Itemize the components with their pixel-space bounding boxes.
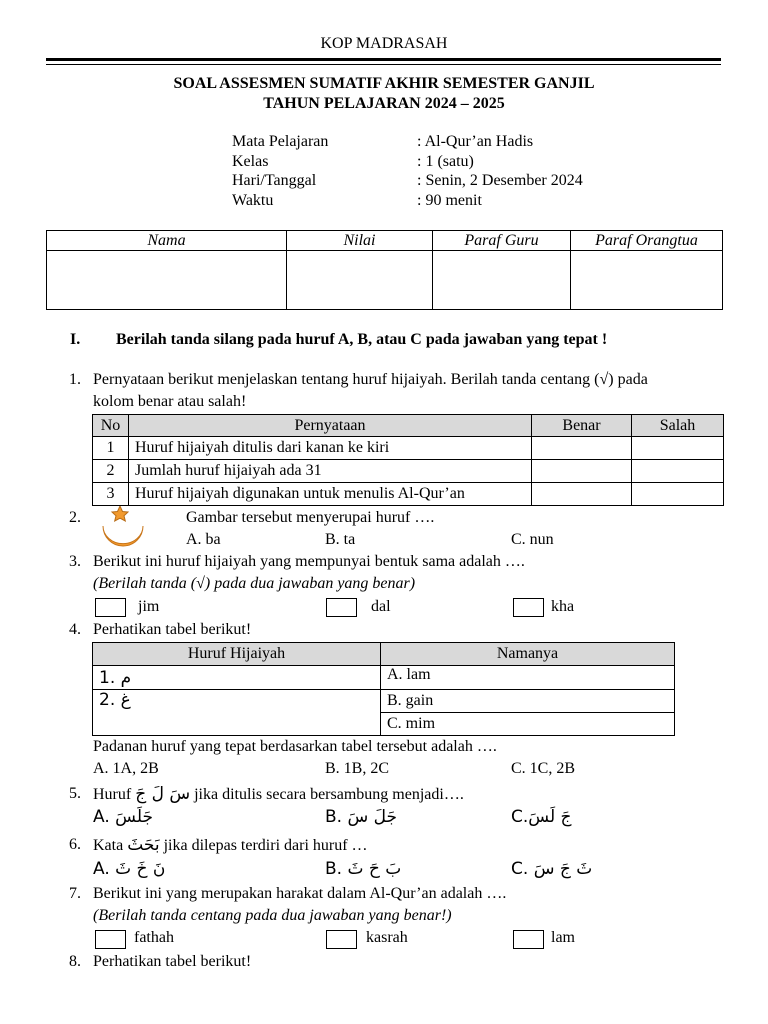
false-cell[interactable] <box>632 437 724 460</box>
q1-header: Benar <box>532 415 632 437</box>
q3-checkbox-dal[interactable] <box>326 598 357 617</box>
q7-option: kasrah <box>366 929 408 946</box>
q4-table <box>92 642 675 736</box>
info-value: : 1 (satu) <box>417 153 474 170</box>
q6-option-a[interactable]: A. نَ خَ ثَ <box>93 859 166 879</box>
header-rule-thick <box>46 58 721 61</box>
q1-table <box>92 414 724 506</box>
identity-header: Nilai <box>287 231 433 251</box>
statement: Jumlah huruf hijaiyah ada 31 <box>129 460 532 483</box>
name-cell: C. mim <box>381 713 675 736</box>
q3-option: kha <box>551 598 575 615</box>
q6-text <box>93 835 368 856</box>
section-instruction: Berilah tanda silang pada huruf A, B, atau C pada jawaban yang tepat ! <box>116 331 608 348</box>
q6-option-c[interactable]: C. ثَ جَ سَ <box>511 859 593 879</box>
star-shape <box>112 506 128 521</box>
kop-madrasah: KOP MADRASAH <box>320 35 448 52</box>
true-cell[interactable] <box>532 437 632 460</box>
q3-checkbox-jim[interactable] <box>95 598 126 617</box>
q4-text: Perhatikan tabel berikut! <box>93 621 252 638</box>
info-label: Kelas <box>232 153 269 170</box>
q1-header: Salah <box>632 415 724 437</box>
false-cell[interactable] <box>632 483 724 506</box>
name-cell: B. gain <box>381 690 675 713</box>
statement: Huruf hijaiyah digunakan untuk menulis Al-Qur’an <box>129 483 532 506</box>
info-value: : Al-Qur’an Hadis <box>417 133 534 150</box>
q4-option-b[interactable]: B. 1B, 2C <box>325 760 390 777</box>
q2-option-a[interactable]: A. ba <box>186 531 221 548</box>
teacher-sign-cell[interactable] <box>433 251 571 310</box>
q5-number: 5. <box>69 785 81 802</box>
crescent-shape <box>103 526 143 546</box>
q5-option-a[interactable]: A. جَلَسَ <box>93 807 153 827</box>
true-cell[interactable] <box>532 460 632 483</box>
q3-option: jim <box>138 598 160 615</box>
q4-header: Huruf Hijaiyah <box>93 643 381 666</box>
q1-header: Pernyataan <box>129 415 532 437</box>
q4-option-c[interactable]: C. 1C, 2B <box>511 760 576 777</box>
q2-option-c[interactable]: C. nun <box>511 531 554 548</box>
q6-option-b[interactable]: B. بَ حَ ثَ <box>325 859 402 879</box>
info-label: Mata Pelajaran <box>232 133 329 150</box>
q1-number: 1. <box>69 371 81 388</box>
q1-text: Pernyataan berikut menjelaskan tentang huruf hijaiyah. Berilah tanda centang (√) pada <box>93 371 648 388</box>
table-row <box>93 483 724 506</box>
parent-sign-cell[interactable] <box>571 251 723 310</box>
row-number: 3 <box>93 483 129 506</box>
identity-table <box>46 230 723 310</box>
q7-checkbox-fathah[interactable] <box>95 930 126 949</box>
q2-text: Gambar tersebut menyerupai huruf …. <box>186 509 435 526</box>
header-rule-thin <box>46 64 721 65</box>
q7-number: 7. <box>69 885 81 902</box>
q6-post: jika dilepas terdiri dari huruf … <box>163 837 368 854</box>
q5-pre: Huruf <box>93 786 132 803</box>
q3-text: Berikut ini huruf hijaiyah yang mempunyai bentuk sama adalah …. <box>93 553 525 570</box>
q4-number: 4. <box>69 621 81 638</box>
q5-option-c[interactable]: C.جَ لَسَ <box>511 807 572 827</box>
identity-header: Paraf Orangtua <box>571 231 723 251</box>
q7-checkbox-lam[interactable] <box>513 930 544 949</box>
q6-pre: Kata <box>93 837 124 854</box>
info-value: : 90 menit <box>417 192 482 209</box>
q7-text: Berikut ini yang merupakan harakat dalam Al-Qur’an adalah …. <box>93 885 507 902</box>
identity-header: Paraf Guru <box>433 231 571 251</box>
q3-checkbox-kha[interactable] <box>513 598 544 617</box>
name-cell: A. lam <box>381 666 675 690</box>
q3-number: 3. <box>69 553 81 570</box>
q7-option: lam <box>551 929 575 946</box>
q7-option: fathah <box>134 929 174 946</box>
statement: Huruf hijaiyah ditulis dari kanan ke kiri <box>129 437 532 460</box>
letter-cell: 1. م <box>93 666 381 690</box>
q5-arabic: سَ لَ جَ <box>135 784 191 804</box>
q3-option: dal <box>371 598 391 615</box>
q8-text: Perhatikan tabel berikut! <box>93 953 252 970</box>
name-cell[interactable] <box>47 251 287 310</box>
q2-number: 2. <box>69 509 81 526</box>
table-row <box>93 460 724 483</box>
q5-option-b[interactable]: B. جَلَ سَ <box>325 807 398 827</box>
info-value: : Senin, 2 Desember 2024 <box>417 172 583 189</box>
q6-number: 6. <box>69 836 81 853</box>
q6-arabic: بَحَثَ <box>127 835 160 855</box>
q3-note: (Berilah tanda (√) pada dua jawaban yang benar) <box>93 575 416 592</box>
q1-header: No <box>93 415 129 437</box>
row-number: 1 <box>93 437 129 460</box>
row-number: 2 <box>93 460 129 483</box>
false-cell[interactable] <box>632 460 724 483</box>
letter-cell: 2. غ <box>93 690 381 736</box>
exam-year: TAHUN PELAJARAN 2024 – 2025 <box>263 95 505 112</box>
exam-title: SOAL ASSESMEN SUMATIF AKHIR SEMESTER GANJIL <box>173 75 595 92</box>
q4-option-a[interactable]: A. 1A, 2B <box>93 760 159 777</box>
info-label: Waktu <box>232 192 274 209</box>
q7-note: (Berilah tanda centang pada dua jawaban yang benar!) <box>93 907 452 924</box>
q1-text-cont: kolom benar atau salah! <box>93 393 247 410</box>
q2-option-b[interactable]: B. ta <box>325 531 356 548</box>
q4-question: Padanan huruf yang tepat berdasarkan tabel tersebut adalah …. <box>93 738 497 755</box>
true-cell[interactable] <box>532 483 632 506</box>
q5-post: jika ditulis secara bersambung menjadi…. <box>194 786 464 803</box>
info-label: Hari/Tanggal <box>232 172 317 189</box>
q8-number: 8. <box>69 953 81 970</box>
score-cell[interactable] <box>287 251 433 310</box>
section-number: I. <box>70 331 81 348</box>
q5-text <box>93 784 464 805</box>
q4-header: Namanya <box>381 643 675 666</box>
table-row <box>93 437 724 460</box>
identity-header: Nama <box>47 231 287 251</box>
q7-checkbox-kasrah[interactable] <box>326 930 357 949</box>
crescent-moon-star-image <box>100 506 146 556</box>
